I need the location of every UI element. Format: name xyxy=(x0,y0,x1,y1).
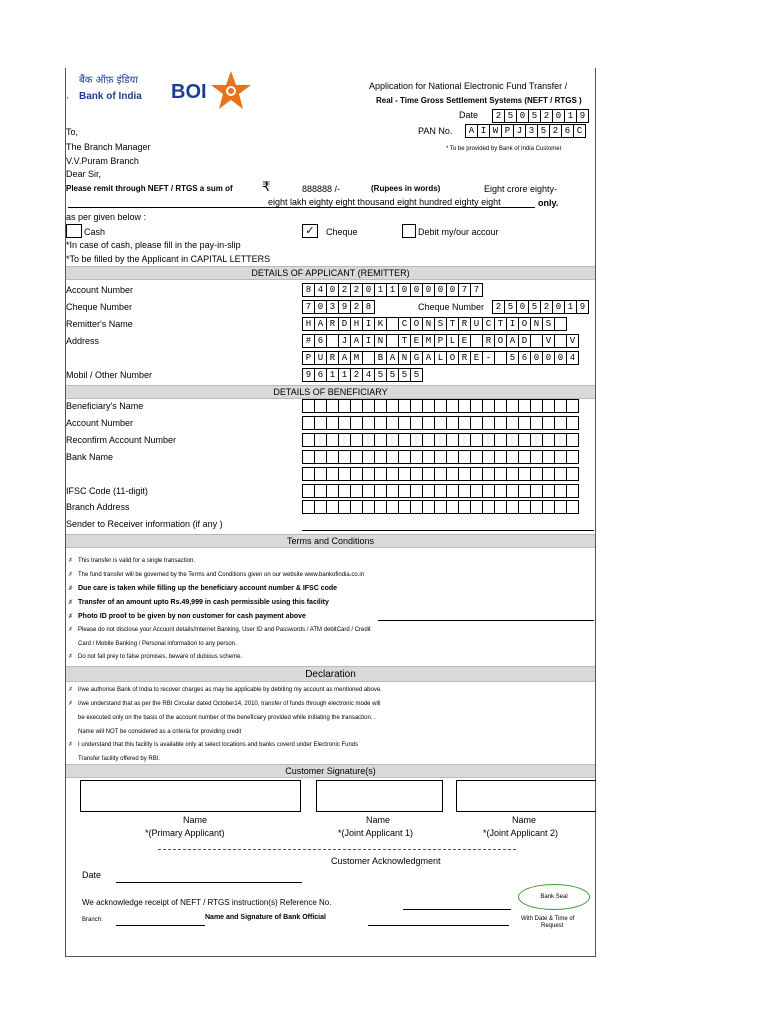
char-cell[interactable]: S xyxy=(434,317,447,331)
char-cell[interactable]: 2 xyxy=(492,109,505,123)
char-cell[interactable]: 5 xyxy=(386,368,399,382)
char-cell[interactable]: E xyxy=(470,351,483,365)
cash-checkbox[interactable] xyxy=(66,224,82,238)
char-cell[interactable] xyxy=(566,416,579,430)
declaration-heading: Declaration xyxy=(66,666,595,682)
sender-info-line[interactable] xyxy=(302,530,594,531)
debit-label: Debit my/our accour xyxy=(418,227,499,237)
declaration-item: Transfer facility offered by RBI. xyxy=(78,756,161,762)
bullet-icon: ✗ xyxy=(68,586,74,592)
char-cell[interactable]: C xyxy=(398,317,411,331)
char-cell[interactable] xyxy=(566,433,579,447)
char-cell[interactable]: A xyxy=(422,351,435,365)
bank-logo-mark: BOI xyxy=(171,81,207,103)
char-cell[interactable]: G xyxy=(410,351,423,365)
char-cell[interactable]: 6 xyxy=(561,124,574,138)
bullet-icon: ✗ xyxy=(68,687,74,693)
reference-line[interactable] xyxy=(403,909,511,910)
declaration-item: Name will NOT be considered as a criteria for providing credit xyxy=(78,729,242,735)
char-cell[interactable] xyxy=(566,399,579,413)
char-cell[interactable]: O xyxy=(410,317,423,331)
char-cell[interactable]: V xyxy=(542,334,555,348)
char-cell[interactable]: N xyxy=(398,351,411,365)
mobile-grid[interactable] xyxy=(302,368,423,382)
with-date-label: With Date & Time of xyxy=(521,916,575,922)
account-grid[interactable] xyxy=(302,283,483,297)
char-cell[interactable]: 5 xyxy=(410,368,423,382)
char-cell[interactable]: # xyxy=(302,334,315,348)
char-cell[interactable]: 0 xyxy=(542,351,555,365)
cheque-number-label-2: Cheque Number xyxy=(418,302,485,312)
char-cell[interactable]: A xyxy=(465,124,478,138)
char-cell[interactable]: C xyxy=(573,124,586,138)
cut-line xyxy=(158,849,516,850)
terms-item: ✗ Do not fall prey to false promises, beware of dubious scheme. xyxy=(68,654,243,660)
char-cell[interactable]: T xyxy=(398,334,411,348)
beneficiary-grid[interactable] xyxy=(302,433,579,447)
char-cell[interactable]: O xyxy=(518,317,531,331)
char-cell[interactable]: 1 xyxy=(386,283,399,297)
beneficiary-grid[interactable] xyxy=(302,450,579,464)
char-cell[interactable]: 0 xyxy=(446,283,459,297)
char-cell[interactable] xyxy=(566,500,579,514)
char-cell[interactable]: 5 xyxy=(504,300,517,314)
char-cell[interactable]: M xyxy=(422,334,435,348)
char-cell[interactable]: D xyxy=(338,317,351,331)
ack-date-label: Date xyxy=(82,870,102,880)
char-cell[interactable]: R xyxy=(326,351,339,365)
beneficiary-heading: DETAILS OF BENEFICIARY xyxy=(66,385,595,399)
char-cell[interactable]: - xyxy=(482,351,495,365)
remit-text: Please remit through NEFT / RTGS a sum of xyxy=(66,184,233,193)
photo-id-line[interactable] xyxy=(378,620,594,621)
branch-address-label: Branch Address xyxy=(66,502,130,512)
mobile-label: Mobil / Other Number xyxy=(66,370,153,380)
declaration-item: ✗ I/we authorise Bank of India to recover charges as may be applicable by debiting my account as mentioned above. xyxy=(68,687,382,693)
char-cell[interactable]: S xyxy=(542,317,555,331)
char-cell[interactable]: 0 xyxy=(554,351,567,365)
char-cell[interactable]: N xyxy=(374,334,387,348)
char-cell[interactable]: L xyxy=(434,351,447,365)
cheque-label: Cheque xyxy=(326,227,358,237)
char-cell[interactable]: 3 xyxy=(326,300,339,314)
char-cell[interactable]: 4 xyxy=(362,368,375,382)
beneficiary-grid[interactable] xyxy=(302,500,579,514)
terms-item: ✗ Due care is taken while filling up the beneficiary account number & IFSC code xyxy=(68,585,338,592)
receipt-text: We acknowledge receipt of NEFT / RTGS instruction(s) Reference No. xyxy=(82,898,332,907)
debit-checkbox[interactable] xyxy=(402,224,416,238)
beneficiary-grid[interactable] xyxy=(302,467,579,481)
bank-seal: Bank Seal xyxy=(518,884,590,910)
char-cell[interactable] xyxy=(554,317,567,331)
primary-name-label: Name xyxy=(183,815,208,825)
char-cell[interactable]: 0 xyxy=(552,109,565,123)
char-cell[interactable]: R xyxy=(326,317,339,331)
char-cell[interactable]: 4 xyxy=(566,351,579,365)
remitter-name-grid[interactable] xyxy=(302,317,567,331)
ack-date-line[interactable] xyxy=(116,882,302,883)
char-cell[interactable]: 0 xyxy=(516,300,529,314)
char-cell[interactable]: E xyxy=(458,334,471,348)
char-cell[interactable]: M xyxy=(350,351,363,365)
form-title-line2: Real - Time Gross Settlement Systems (NEFT / RTGS ) xyxy=(376,96,582,105)
caps-note: *To be filled by the Applicant in CAPITAL LETTERS xyxy=(66,254,271,264)
char-cell[interactable]: 2 xyxy=(350,368,363,382)
form-title-line1: Application for National Electronic Fund Transfer / xyxy=(369,81,568,91)
char-cell[interactable]: 2 xyxy=(338,283,351,297)
char-cell[interactable]: K xyxy=(374,317,387,331)
terms-item: ✗ Please do not disclose your Account details/Internet Banking, User ID and Passwords / ATM debitCard / Credit xyxy=(68,627,371,633)
char-cell[interactable] xyxy=(566,484,579,498)
char-cell[interactable]: 7 xyxy=(302,300,315,314)
char-cell[interactable]: J xyxy=(338,334,351,348)
primary-applicant-label: *(Primary Applicant) xyxy=(145,828,225,838)
pan-note: * To be provided by Bank of India Customer xyxy=(446,146,562,152)
char-cell[interactable]: 5 xyxy=(506,351,519,365)
char-cell[interactable]: 7 xyxy=(470,283,483,297)
char-cell[interactable]: R xyxy=(458,351,471,365)
ifsc-label: IFSC Code (11-digit) xyxy=(66,486,148,496)
char-cell[interactable]: P xyxy=(302,351,315,365)
char-cell[interactable]: H xyxy=(302,317,315,331)
char-cell[interactable]: 5 xyxy=(504,109,517,123)
char-cell[interactable]: I xyxy=(362,317,375,331)
char-cell[interactable]: I xyxy=(362,334,375,348)
terms-heading: Terms and Conditions xyxy=(66,534,595,548)
char-cell[interactable]: 0 xyxy=(398,283,411,297)
bank-logo-hindi: बैंक ऑफ़ इंडिया xyxy=(79,75,138,86)
char-cell[interactable] xyxy=(566,467,579,481)
char-cell[interactable]: 9 xyxy=(338,300,351,314)
signature-heading: Customer Signature(s) xyxy=(66,764,595,778)
address-label: Address xyxy=(66,336,100,346)
char-cell[interactable]: 5 xyxy=(528,109,541,123)
joint2-applicant-label: *(Joint Applicant 2) xyxy=(483,828,559,838)
char-cell[interactable]: A xyxy=(386,351,399,365)
char-cell[interactable]: A xyxy=(506,334,519,348)
char-cell[interactable]: U xyxy=(314,351,327,365)
char-cell[interactable]: 0 xyxy=(422,283,435,297)
char-cell[interactable]: N xyxy=(422,317,435,331)
amount-underline xyxy=(68,207,535,208)
char-cell[interactable]: 6 xyxy=(518,351,531,365)
char-cell[interactable]: 7 xyxy=(458,283,471,297)
terms-item: ✗ Photo ID proof to be given by non customer for cash payment above xyxy=(68,613,306,620)
pan-label: PAN No. xyxy=(418,126,453,136)
date-grid[interactable] xyxy=(492,109,589,123)
branch-name: V.V.Puram Branch xyxy=(66,156,139,166)
char-cell[interactable]: 9 xyxy=(576,109,589,123)
char-cell[interactable]: N xyxy=(530,317,543,331)
cheque-date-grid[interactable] xyxy=(492,300,589,314)
bank-name-label: Bank Name xyxy=(66,452,114,462)
terms-item: ✗ The fund transfer will be governed by the Terms and Conditions given on our website www.bankofindia.co.in xyxy=(68,572,365,578)
joint1-name-label: Name xyxy=(366,815,391,825)
joint2-signature-box[interactable] xyxy=(456,780,596,812)
char-cell[interactable]: 1 xyxy=(338,368,351,382)
remitter-name-label: Remitter's Name xyxy=(66,319,133,329)
joint2-name-label: Name xyxy=(512,815,537,825)
char-cell[interactable]: P xyxy=(434,334,447,348)
star-logo-icon xyxy=(210,70,252,110)
beneficiary-grid[interactable] xyxy=(302,399,579,413)
primary-signature-box[interactable] xyxy=(80,780,301,812)
declaration-item: ✗ I/we understand that as per the RBI Circular dated October14, 2010, transfer of funds through electronic mode will xyxy=(68,701,381,707)
cheque-grid[interactable] xyxy=(302,300,375,314)
addressee: The Branch Manager xyxy=(66,142,151,152)
sender-info-label: Sender to Receiver information (if any ) xyxy=(66,519,223,529)
date-label: Date xyxy=(459,110,479,120)
bullet-icon: ✗ xyxy=(68,572,74,578)
char-cell[interactable]: 2 xyxy=(540,300,553,314)
char-cell[interactable]: D xyxy=(518,334,531,348)
char-cell[interactable]: 2 xyxy=(540,109,553,123)
official-label: Name and Signature of Bank Official xyxy=(205,914,326,921)
branch-label: Branch: xyxy=(82,917,103,923)
cheque-checkbox[interactable]: ✓ xyxy=(302,224,318,238)
char-cell[interactable]: 1 xyxy=(564,109,577,123)
words-line2[interactable]: eight lakh eighty eight thousand eight hundred eighty eight xyxy=(268,197,501,207)
char-cell[interactable]: J xyxy=(513,124,526,138)
char-cell[interactable]: 8 xyxy=(302,283,315,297)
char-cell[interactable]: O xyxy=(446,351,459,365)
rupee-symbol: ₹ xyxy=(262,180,271,195)
char-cell[interactable]: B xyxy=(374,351,387,365)
bank-logo-english: Bank of India xyxy=(79,91,142,102)
char-cell[interactable]: I xyxy=(477,124,490,138)
declaration-item: be executed only on the basis of the account number of the beneficiary provided while initiating the transaction. . xyxy=(78,715,376,721)
terms-item: ✗ Transfer of an amount upto Rs.49,999 in cash permissible using this facility xyxy=(68,599,329,606)
char-cell[interactable]: 0 xyxy=(516,109,529,123)
char-cell[interactable]: 1 xyxy=(374,283,387,297)
joint1-applicant-label: *(Joint Applicant 1) xyxy=(338,828,414,838)
bullet-icon: ✗ xyxy=(68,614,74,620)
salutation: Dear Sir, xyxy=(66,169,102,179)
char-cell[interactable]: 3 xyxy=(525,124,538,138)
char-cell[interactable]: 2 xyxy=(350,300,363,314)
char-cell[interactable]: 1 xyxy=(564,300,577,314)
char-cell[interactable]: 0 xyxy=(326,283,339,297)
bullet-icon: ✗ xyxy=(68,654,74,660)
char-cell[interactable]: 4 xyxy=(314,283,327,297)
char-cell[interactable]: 9 xyxy=(302,368,315,382)
bullet-icon: ✗ xyxy=(68,742,74,748)
char-cell[interactable]: 5 xyxy=(374,368,387,382)
char-cell[interactable]: 2 xyxy=(492,300,505,314)
cash-label: Cash xyxy=(84,227,106,237)
terms-item: ✗ This transfer is valid for a single transaction. xyxy=(68,558,196,564)
beneficiary-account-label: Account Number xyxy=(66,418,134,428)
char-cell[interactable]: 0 xyxy=(530,351,543,365)
acknowledgment-heading: Customer Acknowledgment xyxy=(331,856,441,866)
words-label: (Rupees in words) xyxy=(371,184,441,193)
char-cell[interactable]: 2 xyxy=(549,124,562,138)
char-cell[interactable]: 9 xyxy=(576,300,589,314)
terms-item: Card / Mobile Banking / Personal information to any person. xyxy=(78,641,237,647)
cheque-number-label: Cheque Number xyxy=(66,302,133,312)
only-label: only. xyxy=(538,198,559,208)
char-cell[interactable]: T xyxy=(494,317,507,331)
char-cell[interactable]: P xyxy=(501,124,514,138)
char-cell[interactable]: 8 xyxy=(362,300,375,314)
joint1-signature-box[interactable] xyxy=(316,780,443,812)
char-cell[interactable]: W xyxy=(489,124,502,138)
beneficiary-name-label: Beneficiary's Name xyxy=(66,401,144,411)
account-label: Account Number xyxy=(66,285,134,295)
per-given: as per given below : xyxy=(66,212,147,222)
char-cell[interactable]: L xyxy=(446,334,459,348)
char-cell[interactable]: R xyxy=(482,334,495,348)
char-cell[interactable]: C xyxy=(482,317,495,331)
char-cell[interactable]: A xyxy=(350,334,363,348)
bullet-icon: ✗ xyxy=(68,627,74,633)
char-cell[interactable]: R xyxy=(458,317,471,331)
char-cell[interactable]: 0 xyxy=(410,283,423,297)
char-cell[interactable]: T xyxy=(446,317,459,331)
bullet-icon: ✗ xyxy=(68,701,74,707)
char-cell[interactable]: 0 xyxy=(552,300,565,314)
char-cell[interactable]: 5 xyxy=(398,368,411,382)
char-cell[interactable]: I xyxy=(506,317,519,331)
char-cell[interactable]: 0 xyxy=(362,283,375,297)
char-cell[interactable]: 0 xyxy=(314,300,327,314)
char-cell[interactable]: U xyxy=(470,317,483,331)
char-cell[interactable]: 6 xyxy=(314,368,327,382)
char-cell[interactable]: O xyxy=(494,334,507,348)
char-cell[interactable]: E xyxy=(410,334,423,348)
to-label: To, xyxy=(66,127,79,137)
applicant-heading: DETAILS OF APPLICANT (REMITTER) xyxy=(66,266,595,280)
address-grid-1[interactable] xyxy=(302,334,579,348)
pan-grid[interactable] xyxy=(465,124,586,138)
declaration-item: ✗ I understand that this facility is available only at select locations and banks coverd under Electronic Funds xyxy=(68,742,359,748)
char-cell[interactable]: 5 xyxy=(537,124,550,138)
char-cell[interactable]: A xyxy=(338,351,351,365)
logo-tick: ' xyxy=(67,96,69,105)
char-cell[interactable]: 0 xyxy=(434,283,447,297)
beneficiary-grid[interactable] xyxy=(302,484,579,498)
request-label: Request xyxy=(541,923,564,929)
char-cell[interactable]: 2 xyxy=(350,283,363,297)
cash-note: *In case of cash, please fill in the pay-in-slip xyxy=(66,240,241,250)
words-line1[interactable]: Eight crore eighty- xyxy=(484,184,558,194)
char-cell[interactable]: H xyxy=(350,317,363,331)
bullet-icon: ✗ xyxy=(68,600,74,606)
char-cell[interactable]: 6 xyxy=(314,334,327,348)
reconfirm-label: Reconfirm Account Number xyxy=(66,435,177,445)
official-line[interactable] xyxy=(368,925,509,926)
char-cell[interactable] xyxy=(566,450,579,464)
bullet-icon: ✗ xyxy=(68,558,74,564)
char-cell[interactable]: A xyxy=(314,317,327,331)
address-grid-2[interactable] xyxy=(302,351,579,365)
amount-value[interactable]: 888888 /- xyxy=(302,184,341,194)
char-cell[interactable]: V xyxy=(566,334,579,348)
char-cell[interactable]: 5 xyxy=(528,300,541,314)
beneficiary-grid[interactable] xyxy=(302,416,579,430)
char-cell[interactable]: 1 xyxy=(326,368,339,382)
branch-line[interactable] xyxy=(116,925,205,926)
